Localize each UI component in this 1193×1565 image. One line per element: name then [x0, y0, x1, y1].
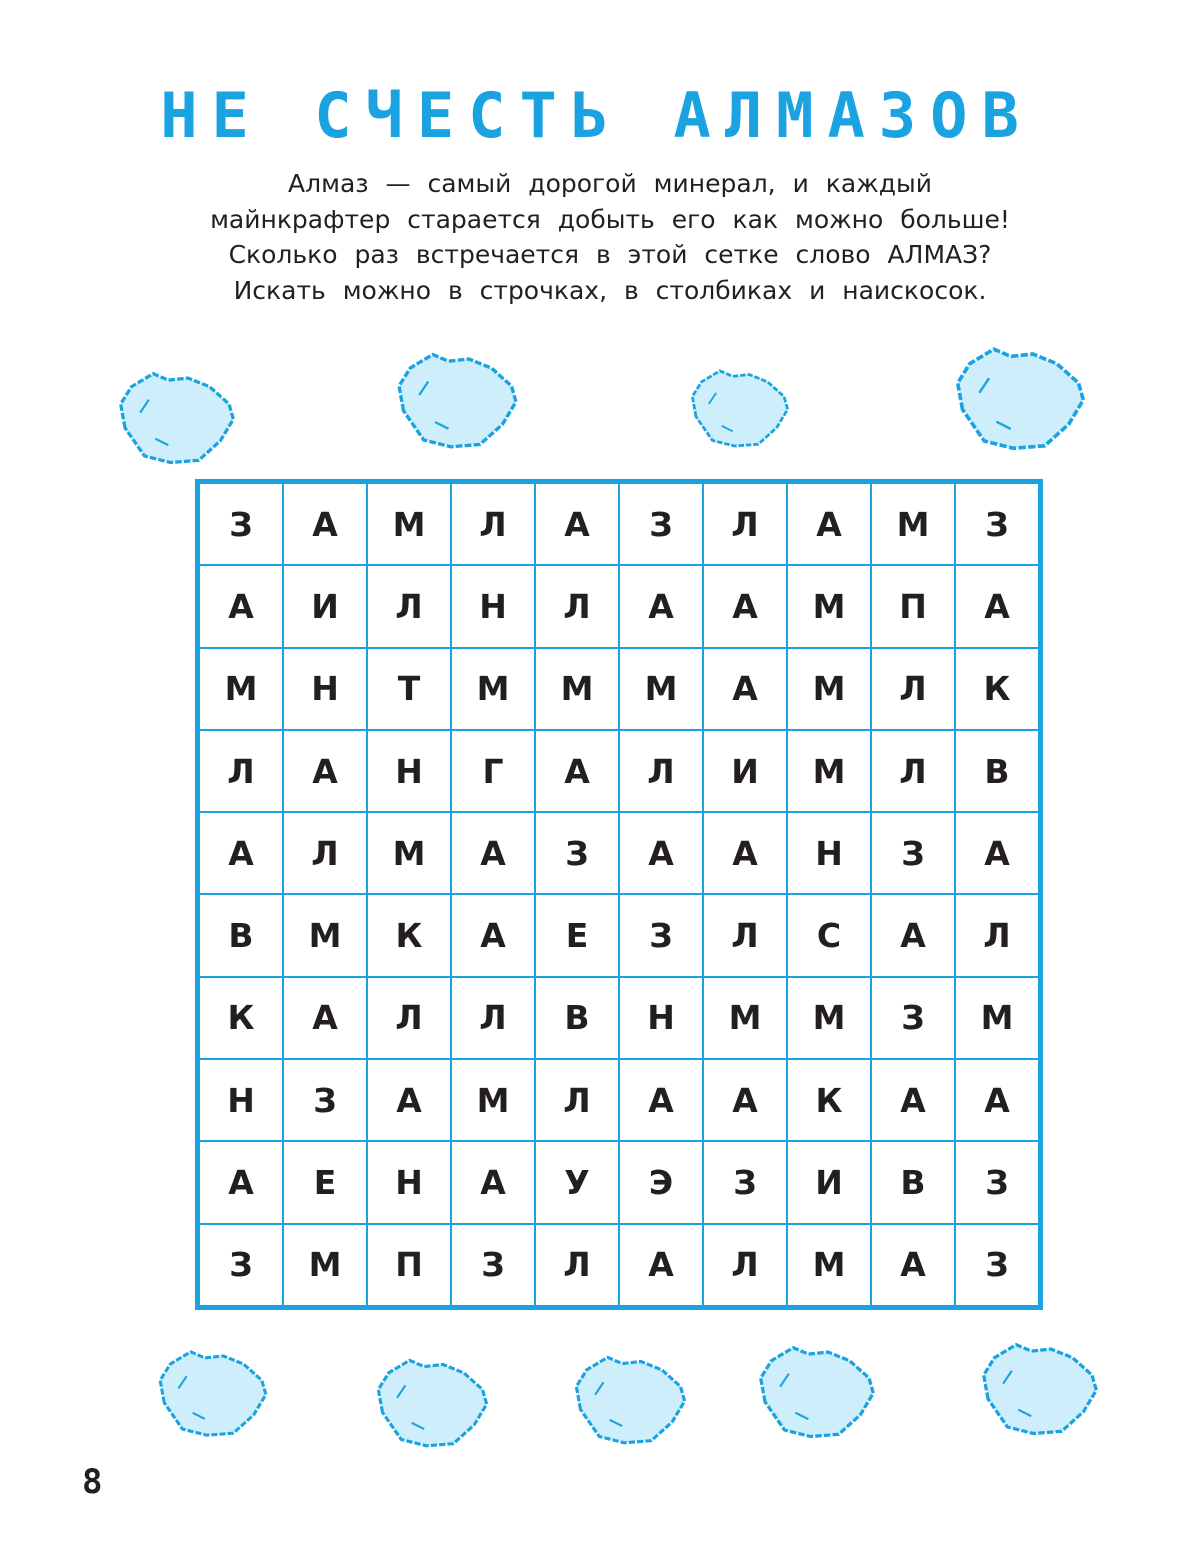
- grid-cell: Л: [367, 565, 451, 647]
- diamond-icon: [390, 342, 525, 457]
- grid-cell: А: [787, 482, 871, 566]
- grid-cell: К: [367, 894, 451, 976]
- grid-cell: А: [198, 1141, 284, 1223]
- grid-cell: Л: [451, 482, 535, 566]
- grid-cell: Л: [703, 1224, 787, 1308]
- grid-cell: М: [367, 482, 451, 566]
- grid-cell: А: [451, 894, 535, 976]
- grid-cell: А: [283, 482, 367, 566]
- grid-cell: З: [198, 1224, 284, 1308]
- grid-cell: З: [619, 482, 703, 566]
- grid-cell: З: [955, 482, 1041, 566]
- intro-line: Алмаз — самый дорогой минерал, и каждый: [288, 169, 932, 198]
- grid-cell: М: [451, 1059, 535, 1141]
- grid-cell: А: [955, 812, 1041, 894]
- grid-cell: Н: [787, 812, 871, 894]
- grid-cell: З: [703, 1141, 787, 1223]
- grid-cell: Н: [451, 565, 535, 647]
- grid-cell: А: [871, 1224, 955, 1308]
- grid-cell: И: [787, 1141, 871, 1223]
- grid-cell: З: [871, 977, 955, 1059]
- grid-cell: В: [955, 730, 1041, 812]
- grid-cell: З: [198, 482, 284, 566]
- grid-cell: А: [703, 648, 787, 730]
- diamond-icon: [752, 1335, 882, 1447]
- grid-cell: Н: [367, 730, 451, 812]
- grid-cell: А: [955, 565, 1041, 647]
- grid-cell: А: [619, 1224, 703, 1308]
- grid-cell: В: [198, 894, 284, 976]
- page-number: 8: [82, 1462, 103, 1502]
- grid-cell: Л: [955, 894, 1041, 976]
- grid-row: [198, 812, 1041, 894]
- grid-cell: А: [451, 812, 535, 894]
- grid-row: [198, 894, 1041, 976]
- grid-cell: З: [955, 1224, 1041, 1308]
- grid-cell: К: [787, 1059, 871, 1141]
- diamond-icon: [948, 335, 1093, 460]
- grid-cell: И: [283, 565, 367, 647]
- grid-cell: Л: [871, 648, 955, 730]
- grid-cell: Е: [535, 894, 619, 976]
- grid-cell: А: [703, 812, 787, 894]
- diamond-icon: [112, 362, 242, 472]
- grid-row: [198, 482, 1041, 566]
- grid-cell: З: [619, 894, 703, 976]
- grid-cell: З: [871, 812, 955, 894]
- grid-cell: Л: [367, 977, 451, 1059]
- grid-cell: С: [787, 894, 871, 976]
- grid-cell: А: [535, 730, 619, 812]
- grid-cell: Л: [283, 812, 367, 894]
- grid-cell: А: [871, 894, 955, 976]
- grid-cell: Л: [451, 977, 535, 1059]
- grid-cell: В: [871, 1141, 955, 1223]
- grid-cell: А: [283, 977, 367, 1059]
- grid-cell: М: [787, 977, 871, 1059]
- grid-cell: Л: [703, 482, 787, 566]
- grid-cell: К: [955, 648, 1041, 730]
- grid-cell: А: [619, 1059, 703, 1141]
- grid-row: [198, 565, 1041, 647]
- grid-cell: М: [535, 648, 619, 730]
- intro-line: Искать можно в строчках, в столбиках и наискосок.: [233, 275, 987, 305]
- page-title: НЕ СЧЕСТЬ АЛМАЗОВ: [160, 79, 1033, 152]
- grid-cell: М: [787, 730, 871, 812]
- grid-cell: Г: [451, 730, 535, 812]
- grid-cell: А: [367, 1059, 451, 1141]
- grid-row: [198, 1224, 1041, 1308]
- grid-cell: Л: [871, 730, 955, 812]
- intro-text: [200, 166, 1020, 308]
- diamond-icon: [568, 1345, 693, 1453]
- grid-cell: А: [955, 1059, 1041, 1141]
- diamond-icon: [975, 1332, 1105, 1444]
- grid-cell: М: [787, 1224, 871, 1308]
- grid-cell: Л: [535, 1224, 619, 1308]
- grid-cell: Э: [619, 1141, 703, 1223]
- grid-cell: А: [198, 565, 284, 647]
- grid-cell: Н: [367, 1141, 451, 1223]
- grid-cell: А: [703, 565, 787, 647]
- grid-cell: М: [703, 977, 787, 1059]
- grid-cell: А: [619, 812, 703, 894]
- grid-row: [198, 648, 1041, 730]
- grid-cell: Т: [367, 648, 451, 730]
- grid-cell: Л: [198, 730, 284, 812]
- grid-cell: Н: [198, 1059, 284, 1141]
- grid-cell: М: [283, 1224, 367, 1308]
- grid-cell: Е: [283, 1141, 367, 1223]
- grid-cell: А: [703, 1059, 787, 1141]
- grid-cell: Н: [619, 977, 703, 1059]
- grid-cell: К: [198, 977, 284, 1059]
- intro-line: майнкрафтер старается добыть его как можно больше!: [210, 204, 1010, 234]
- grid-cell: М: [198, 648, 284, 730]
- grid-cell: Л: [535, 1059, 619, 1141]
- grid-cell: М: [451, 648, 535, 730]
- grid-cell: З: [451, 1224, 535, 1308]
- grid-row: [198, 1059, 1041, 1141]
- grid-cell: А: [871, 1059, 955, 1141]
- grid-cell: З: [955, 1141, 1041, 1223]
- grid-cell: П: [367, 1224, 451, 1308]
- grid-cell: А: [198, 812, 284, 894]
- grid-cell: А: [619, 565, 703, 647]
- diamond-icon: [370, 1348, 495, 1456]
- grid-cell: М: [367, 812, 451, 894]
- grid-cell: Н: [283, 648, 367, 730]
- grid-cell: А: [535, 482, 619, 566]
- grid-cell: М: [619, 648, 703, 730]
- grid-cell: М: [871, 482, 955, 566]
- grid-cell: З: [535, 812, 619, 894]
- diamond-icon: [685, 360, 795, 455]
- grid-cell: З: [283, 1059, 367, 1141]
- grid-cell: М: [283, 894, 367, 976]
- grid-cell: Л: [535, 565, 619, 647]
- grid-row: [198, 977, 1041, 1059]
- grid-cell: И: [703, 730, 787, 812]
- grid-row: [198, 1141, 1041, 1223]
- grid-cell: У: [535, 1141, 619, 1223]
- grid-row: [198, 730, 1041, 812]
- grid-cell: В: [535, 977, 619, 1059]
- grid-cell: М: [787, 565, 871, 647]
- letter-grid: [195, 479, 1043, 1310]
- diamond-icon: [152, 1340, 274, 1445]
- grid-cell: Л: [619, 730, 703, 812]
- grid-cell: А: [283, 730, 367, 812]
- grid-cell: П: [871, 565, 955, 647]
- grid-cell: М: [955, 977, 1041, 1059]
- grid-cell: Л: [703, 894, 787, 976]
- intro-line: Сколько раз встречается в этой сетке слово АЛМАЗ?: [228, 240, 992, 269]
- grid-cell: М: [787, 648, 871, 730]
- grid-cell: А: [451, 1141, 535, 1223]
